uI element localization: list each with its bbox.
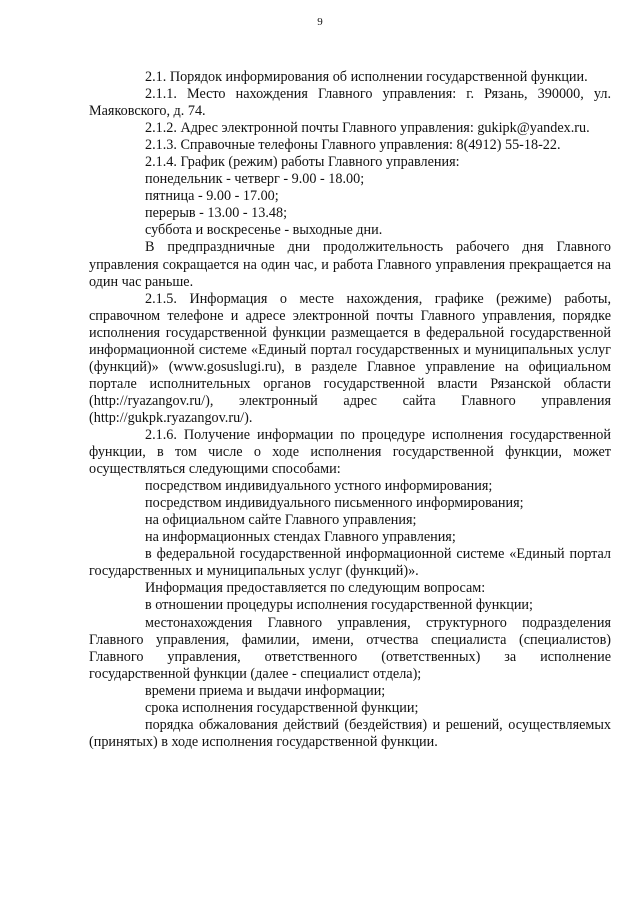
paragraph: Информация предоставляется по следующим вопросам: [145, 580, 486, 597]
paragraph: в отношении процедуры исполнения государственной функции; [145, 597, 533, 614]
paragraph: суббота и воскресенье - выходные дни. [145, 222, 383, 239]
paragraph: перерыв - 13.00 - 13.48; [145, 205, 288, 222]
paragraph: в федеральной государственной информационной системе «Единый портал государственных и муниципальных услуг (функций)». [89, 546, 611, 580]
document-body [89, 69, 611, 751]
paragraph: пятница - 9.00 - 17.00; [145, 188, 279, 205]
paragraph: 2.1.3. Справочные телефоны Главного управления: 8(4912) 55-18-22. [145, 137, 561, 154]
paragraph: 2.1.1. Место нахождения Главного управления: г. Рязань, 390000, ул. Маяковского, д. 74. [89, 86, 611, 120]
paragraph: В предпраздничные дни продолжительность рабочего дня Главного управления сокращается на один час, и работа Главного управления прекращается на один час раньше. [89, 239, 611, 290]
paragraph: на официальном сайте Главного управления; [145, 512, 417, 529]
paragraph: 2.1.6. Получение информации по процедуре исполнения государственной функции, в том числе о ходе исполнения государственной функции, может осуществляться следующими способами: [89, 426, 611, 478]
paragraph: на информационных стендах Главного управления; [145, 529, 456, 546]
paragraph: времени приема и выдачи информации; [145, 682, 386, 699]
paragraph: понедельник - четверг - 9.00 - 18.00; [145, 171, 365, 188]
paragraph: порядка обжалования действий (бездействия) и решений, осуществляемых (принятых) в ходе исполнения государственной функции. [89, 716, 611, 750]
paragraph: посредством индивидуального письменного информирования; [145, 495, 524, 512]
paragraph: местонахождения Главного управления, структурного подразделения Главного управления, фамилии, имени, отчества специалиста (специалистов) Главного управления, ответственного (ответственных) за исполнение государственной функции (далее - специалист отдела); [89, 614, 611, 682]
paragraph: 2.1.5. Информация о месте нахождения, графике (режиме) работы, справочном телефоне и адресе электронной почты Главного управления, порядке исполнения государственной функции размещается в федеральной государственной информационной системе «Единый портал государственных и муниципальных услуг (функций)» (www.gosuslugi.ru), в разделе Главное управление на официальном портале исполнительных органов государственной власти Рязанской области (http://ryazangov.ru/), электронный адрес сайта Главного управления (http://gukpk.ryazangov.ru/). [89, 290, 611, 426]
paragraph: срока исполнения государственной функции; [145, 699, 419, 716]
paragraph: 2.1. Порядок информирования об исполнении государственной функции. [145, 69, 588, 85]
paragraph: посредством индивидуального устного информирования; [145, 478, 493, 495]
paragraph: 2.1.2. Адрес электронной почты Главного управления: gukipk@yandex.ru. [145, 120, 590, 137]
page-number: 9 [317, 16, 323, 28]
paragraph: 2.1.4. График (режим) работы Главного управления: [145, 154, 460, 171]
